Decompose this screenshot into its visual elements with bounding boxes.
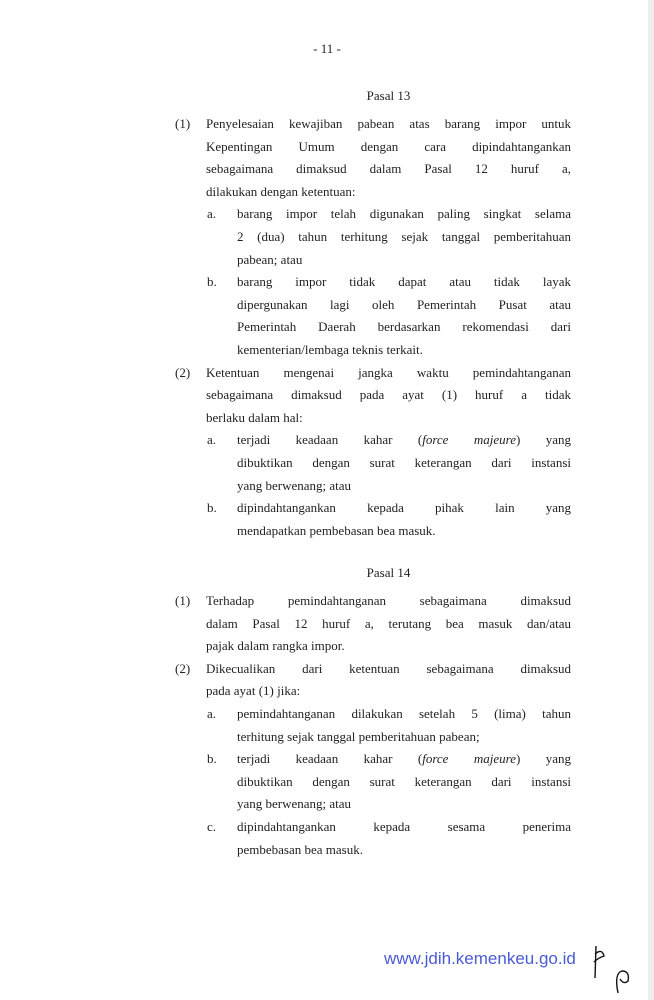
website-watermark[interactable]: www.jdih.kemenkeu.go.id — [384, 949, 576, 968]
item-line: Pemerintah Daerah berdasarkan rekomendasi dari — [237, 319, 571, 335]
paragraph-line: berlaku dalam hal: — [206, 409, 303, 425]
item-line: barang impor telah digunakan paling singkat selama — [237, 206, 571, 222]
paragraph-line: Ketentuan mengenai jangka waktu pemindahtanganan — [206, 364, 571, 380]
page-edge — [648, 0, 654, 1000]
section-heading: Pasal 13 — [366, 88, 411, 103]
initial-signature-2 — [612, 965, 634, 995]
paragraph-number: (1) — [175, 116, 191, 131]
item-letter: a. — [207, 206, 217, 222]
item-line: terjadi keadaan kahar (force majeure) yang — [237, 751, 571, 767]
item-line: terjadi keadaan kahar (force majeure) yang — [237, 432, 571, 448]
item-line: yang berwenang; atau — [237, 477, 352, 493]
item-letter: b. — [207, 751, 217, 767]
item-line: pabean; atau — [237, 251, 303, 267]
paragraph-line: pajak dalam rangka impor. — [206, 638, 345, 654]
paragraph-line: Terhadap pemindahtanganan sebagaimana dimaksud — [206, 593, 571, 608]
item-line: kementerian/lembaga teknis terkait. — [237, 342, 423, 357]
section-heading: Pasal 14 — [366, 565, 411, 580]
item-line: dibuktikan dengan surat keterangan dari instansi — [237, 455, 571, 470]
paragraph-line: sebagaimana dimaksud pada ayat (1) huruf a tidak — [206, 387, 571, 403]
paragraph-line: pada ayat (1) jika: — [206, 683, 301, 699]
paragraph-line: sebagaimana dimaksud dalam Pasal 12 huruf a, — [206, 161, 571, 177]
item-line: dipindahtangankan kepada sesama penerima — [237, 819, 571, 834]
item-line: dibuktikan dengan surat keterangan dari instansi — [237, 773, 571, 789]
paragraph-number: (1) — [175, 593, 191, 608]
paragraph-line: dalam Pasal 12 huruf a, terutang bea masuk dan/atau — [206, 615, 571, 631]
item-letter: a. — [207, 706, 217, 721]
item-letter: c. — [207, 819, 217, 834]
paragraph-line: Penyelesaian kewajiban pabean atas barang impor untuk — [206, 116, 571, 131]
paragraph-line: Kepentingan Umum dengan cara dipindahtangankan — [206, 138, 571, 154]
page-number: - 11 - — [313, 41, 341, 56]
item-line: barang impor tidak dapat atau tidak layak — [237, 274, 571, 290]
paragraph-number: (2) — [175, 364, 191, 380]
item-line: 2 (dua) tahun terhitung sejak tanggal pemberitahuan — [237, 229, 571, 244]
item-line: pembebasan bea masuk. — [237, 841, 363, 857]
item-line: dipindahtangankan kepada pihak lain yang — [237, 500, 571, 516]
initial-signature-1 — [588, 944, 608, 980]
item-line: pemindahtanganan dilakukan setelah 5 (lima) tahun — [237, 706, 571, 721]
paragraph-line: Dikecualikan dari ketentuan sebagaimana dimaksud — [206, 660, 571, 676]
paragraph-number: (2) — [175, 660, 191, 676]
item-letter: a. — [207, 432, 217, 448]
item-line: dipergunakan lagi oleh Pemerintah Pusat atau — [237, 296, 571, 312]
item-line: yang berwenang; atau — [237, 796, 352, 812]
item-letter: b. — [207, 274, 217, 290]
item-line: mendapatkan pembebasan bea masuk. — [237, 522, 436, 538]
paragraph-line: dilakukan dengan ketentuan: — [206, 183, 356, 199]
item-letter: b. — [207, 500, 217, 516]
item-line: terhitung sejak tanggal pemberitahuan pabean; — [237, 728, 480, 744]
